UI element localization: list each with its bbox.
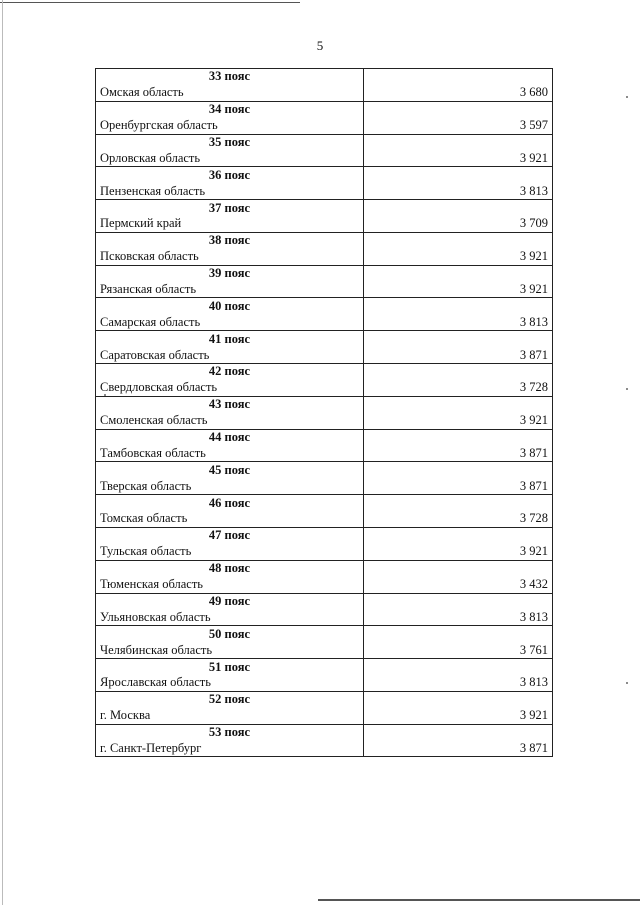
zone-header-row xyxy=(96,462,553,478)
region-name: Омская область xyxy=(96,85,364,101)
region-value: 3 728 xyxy=(364,511,553,527)
region-value: 3 709 xyxy=(364,216,553,232)
empty-cell xyxy=(364,593,553,609)
region-name: Орловская область xyxy=(96,150,364,166)
region-name: Смоленская область xyxy=(96,413,364,429)
zone-header-row xyxy=(96,331,553,347)
table-row xyxy=(96,249,553,265)
region-value: 3 921 xyxy=(364,413,553,429)
zone-label: 40 пояс xyxy=(96,298,364,314)
zone-header-row xyxy=(96,593,553,609)
empty-cell xyxy=(364,69,553,85)
zone-header-row xyxy=(96,560,553,576)
zone-label: 42 пояс xyxy=(96,364,364,380)
zone-label: 49 пояс xyxy=(96,593,364,609)
zone-label: 53 пояс xyxy=(96,724,364,740)
empty-cell xyxy=(364,724,553,740)
empty-cell xyxy=(364,429,553,445)
table-row xyxy=(96,642,553,658)
zone-label: 46 пояс xyxy=(96,495,364,511)
region-value: 3 871 xyxy=(364,347,553,363)
table-row xyxy=(96,413,553,429)
region-value: 3 871 xyxy=(364,445,553,461)
region-value: 3 432 xyxy=(364,577,553,593)
zone-header-row xyxy=(96,200,553,216)
empty-cell xyxy=(364,298,553,314)
region-name: Свердловская область xyxy=(96,380,364,396)
table-body xyxy=(96,69,553,757)
region-value: 3 921 xyxy=(364,282,553,298)
table-row xyxy=(96,183,553,199)
zone-label: 50 пояс xyxy=(96,626,364,642)
zone-label: 43 пояс xyxy=(96,396,364,412)
empty-cell xyxy=(364,560,553,576)
table-row xyxy=(96,741,553,757)
region-value: 3 921 xyxy=(364,150,553,166)
zone-label: 38 пояс xyxy=(96,232,364,248)
region-value: 3 921 xyxy=(364,544,553,560)
empty-cell xyxy=(364,167,553,183)
region-name: Пермский край xyxy=(96,216,364,232)
table-row xyxy=(96,314,553,330)
zone-header-row xyxy=(96,495,553,511)
zone-label: 44 пояс xyxy=(96,429,364,445)
scan-bottom-edge-line xyxy=(318,899,640,901)
region-name: Псковская область xyxy=(96,249,364,265)
table-row xyxy=(96,85,553,101)
zone-label: 33 пояс xyxy=(96,69,364,85)
zone-header-row xyxy=(96,691,553,707)
zone-label: 45 пояс xyxy=(96,462,364,478)
zone-header-row xyxy=(96,626,553,642)
empty-cell xyxy=(364,659,553,675)
zone-header-row xyxy=(96,69,553,85)
zone-header-row xyxy=(96,724,553,740)
table-row xyxy=(96,609,553,625)
region-name: г. Москва xyxy=(96,708,364,724)
empty-cell xyxy=(364,396,553,412)
zone-label: 37 пояс xyxy=(96,200,364,216)
empty-cell xyxy=(364,331,553,347)
region-name: Тамбовская область xyxy=(96,445,364,461)
empty-cell xyxy=(364,626,553,642)
region-name: Ульяновская область xyxy=(96,609,364,625)
zone-header-row xyxy=(96,101,553,117)
empty-cell xyxy=(364,495,553,511)
zone-header-row xyxy=(96,396,553,412)
zone-label: 47 пояс xyxy=(96,527,364,543)
zone-label: 35 пояс xyxy=(96,134,364,150)
table-row xyxy=(96,380,553,396)
empty-cell xyxy=(364,134,553,150)
region-name: Тверская область xyxy=(96,478,364,494)
zone-label: 39 пояс xyxy=(96,265,364,281)
region-name: Оренбургская область xyxy=(96,118,364,134)
empty-cell xyxy=(364,265,553,281)
empty-cell xyxy=(364,200,553,216)
region-name: г. Санкт-Петербург xyxy=(96,741,364,757)
scan-left-edge-line xyxy=(2,0,3,905)
zone-header-row xyxy=(96,167,553,183)
table-row xyxy=(96,445,553,461)
region-name: Саратовская область xyxy=(96,347,364,363)
empty-cell xyxy=(364,364,553,380)
table-row xyxy=(96,347,553,363)
zone-header-row xyxy=(96,429,553,445)
region-value: 3 813 xyxy=(364,314,553,330)
empty-cell xyxy=(364,462,553,478)
region-name: Тульская область xyxy=(96,544,364,560)
table-row xyxy=(96,216,553,232)
region-name: Самарская область xyxy=(96,314,364,330)
region-name: Тюменская область xyxy=(96,577,364,593)
region-value: 3 921 xyxy=(364,708,553,724)
scan-speck xyxy=(626,96,628,98)
zone-header-row xyxy=(96,298,553,314)
region-value: 3 728 xyxy=(364,380,553,396)
empty-cell xyxy=(364,232,553,248)
scan-speck xyxy=(626,388,628,390)
table-row xyxy=(96,511,553,527)
scan-speck xyxy=(626,682,628,684)
zone-header-row xyxy=(96,527,553,543)
zone-label: 48 пояс xyxy=(96,560,364,576)
page-number: 5 xyxy=(316,38,324,53)
zone-label: 51 пояс xyxy=(96,659,364,675)
empty-cell xyxy=(364,101,553,117)
region-value: 3 761 xyxy=(364,642,553,658)
region-value: 3 871 xyxy=(364,478,553,494)
empty-cell xyxy=(364,527,553,543)
table-row xyxy=(96,282,553,298)
region-value: 3 921 xyxy=(364,249,553,265)
table-row xyxy=(96,544,553,560)
region-value: 3 813 xyxy=(364,183,553,199)
region-name: Пензенская область xyxy=(96,183,364,199)
table-row xyxy=(96,478,553,494)
region-name: Томская область xyxy=(96,511,364,527)
region-value: 3 813 xyxy=(364,675,553,691)
region-name: Рязанская область xyxy=(96,282,364,298)
region-value: 3 680 xyxy=(364,85,553,101)
zone-header-row xyxy=(96,364,553,380)
region-value: 3 597 xyxy=(364,118,553,134)
table-row xyxy=(96,118,553,134)
empty-cell xyxy=(364,691,553,707)
table-row xyxy=(96,150,553,166)
zone-label: 34 пояс xyxy=(96,101,364,117)
table-row xyxy=(96,708,553,724)
table-row xyxy=(96,675,553,691)
table-row xyxy=(96,577,553,593)
region-name: Ярославская область xyxy=(96,675,364,691)
zone-values-table xyxy=(95,68,553,757)
region-value: 3 871 xyxy=(364,741,553,757)
region-name: Челябинская область xyxy=(96,642,364,658)
region-value: 3 813 xyxy=(364,609,553,625)
zone-header-row xyxy=(96,659,553,675)
zone-header-row xyxy=(96,232,553,248)
zone-label: 36 пояс xyxy=(96,167,364,183)
zone-label: 41 пояс xyxy=(96,331,364,347)
zone-header-row xyxy=(96,134,553,150)
zone-header-row xyxy=(96,265,553,281)
scan-top-edge-line xyxy=(0,2,300,3)
zone-label: 52 пояс xyxy=(96,691,364,707)
